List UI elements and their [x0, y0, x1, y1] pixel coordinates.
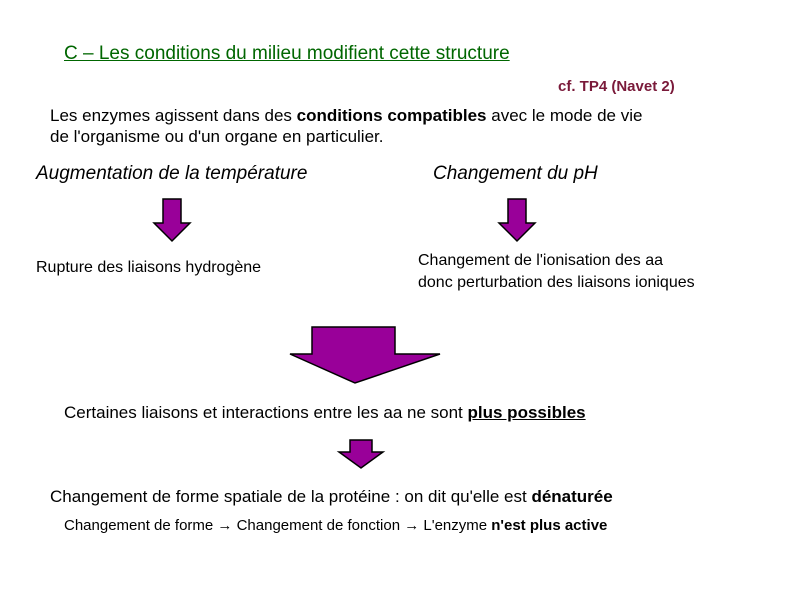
intro-text-2: avec le mode de vie de l'organisme ou d'un organe en particulier. — [50, 106, 643, 146]
result-line-3 — [64, 517, 607, 534]
left-effect: Rupture des liaisons hydrogène — [36, 259, 262, 276]
result3-text: Changement de forme → Changement de fonction → L'enzyme — [64, 517, 492, 534]
intro-bold: conditions compatibles — [296, 106, 487, 125]
left-heading: Augmentation de la température — [36, 163, 308, 184]
right-effect: Changement de l'ionisation des aa donc perturbation des liaisons ioniques — [418, 252, 695, 291]
result2-text: Changement de forme spatiale de la protéine : on dit qu'elle est — [50, 487, 532, 506]
result3-emphasis: n'est plus active — [491, 517, 608, 534]
result-down-arrow-icon — [339, 440, 383, 468]
left-down-arrow-icon — [154, 199, 190, 241]
intro-text-1: Les enzymes agissent dans des — [50, 106, 297, 125]
result1-emphasis: plus possibles — [467, 403, 586, 422]
section-title: C – Les conditions du milieu modifient cette structure — [64, 43, 510, 64]
result-line-1 — [64, 403, 586, 423]
tp-reference: cf. TP4 (Navet 2) — [558, 78, 675, 95]
large-down-arrow-icon — [290, 327, 440, 383]
intro-paragraph — [50, 105, 650, 147]
result-line-2 — [50, 487, 613, 507]
result2-emphasis: dénaturée — [531, 487, 613, 506]
right-heading: Changement du pH — [433, 163, 598, 184]
right-down-arrow-icon — [499, 199, 535, 241]
result1-text: Certaines liaisons et interactions entre les aa ne sont — [64, 403, 468, 422]
